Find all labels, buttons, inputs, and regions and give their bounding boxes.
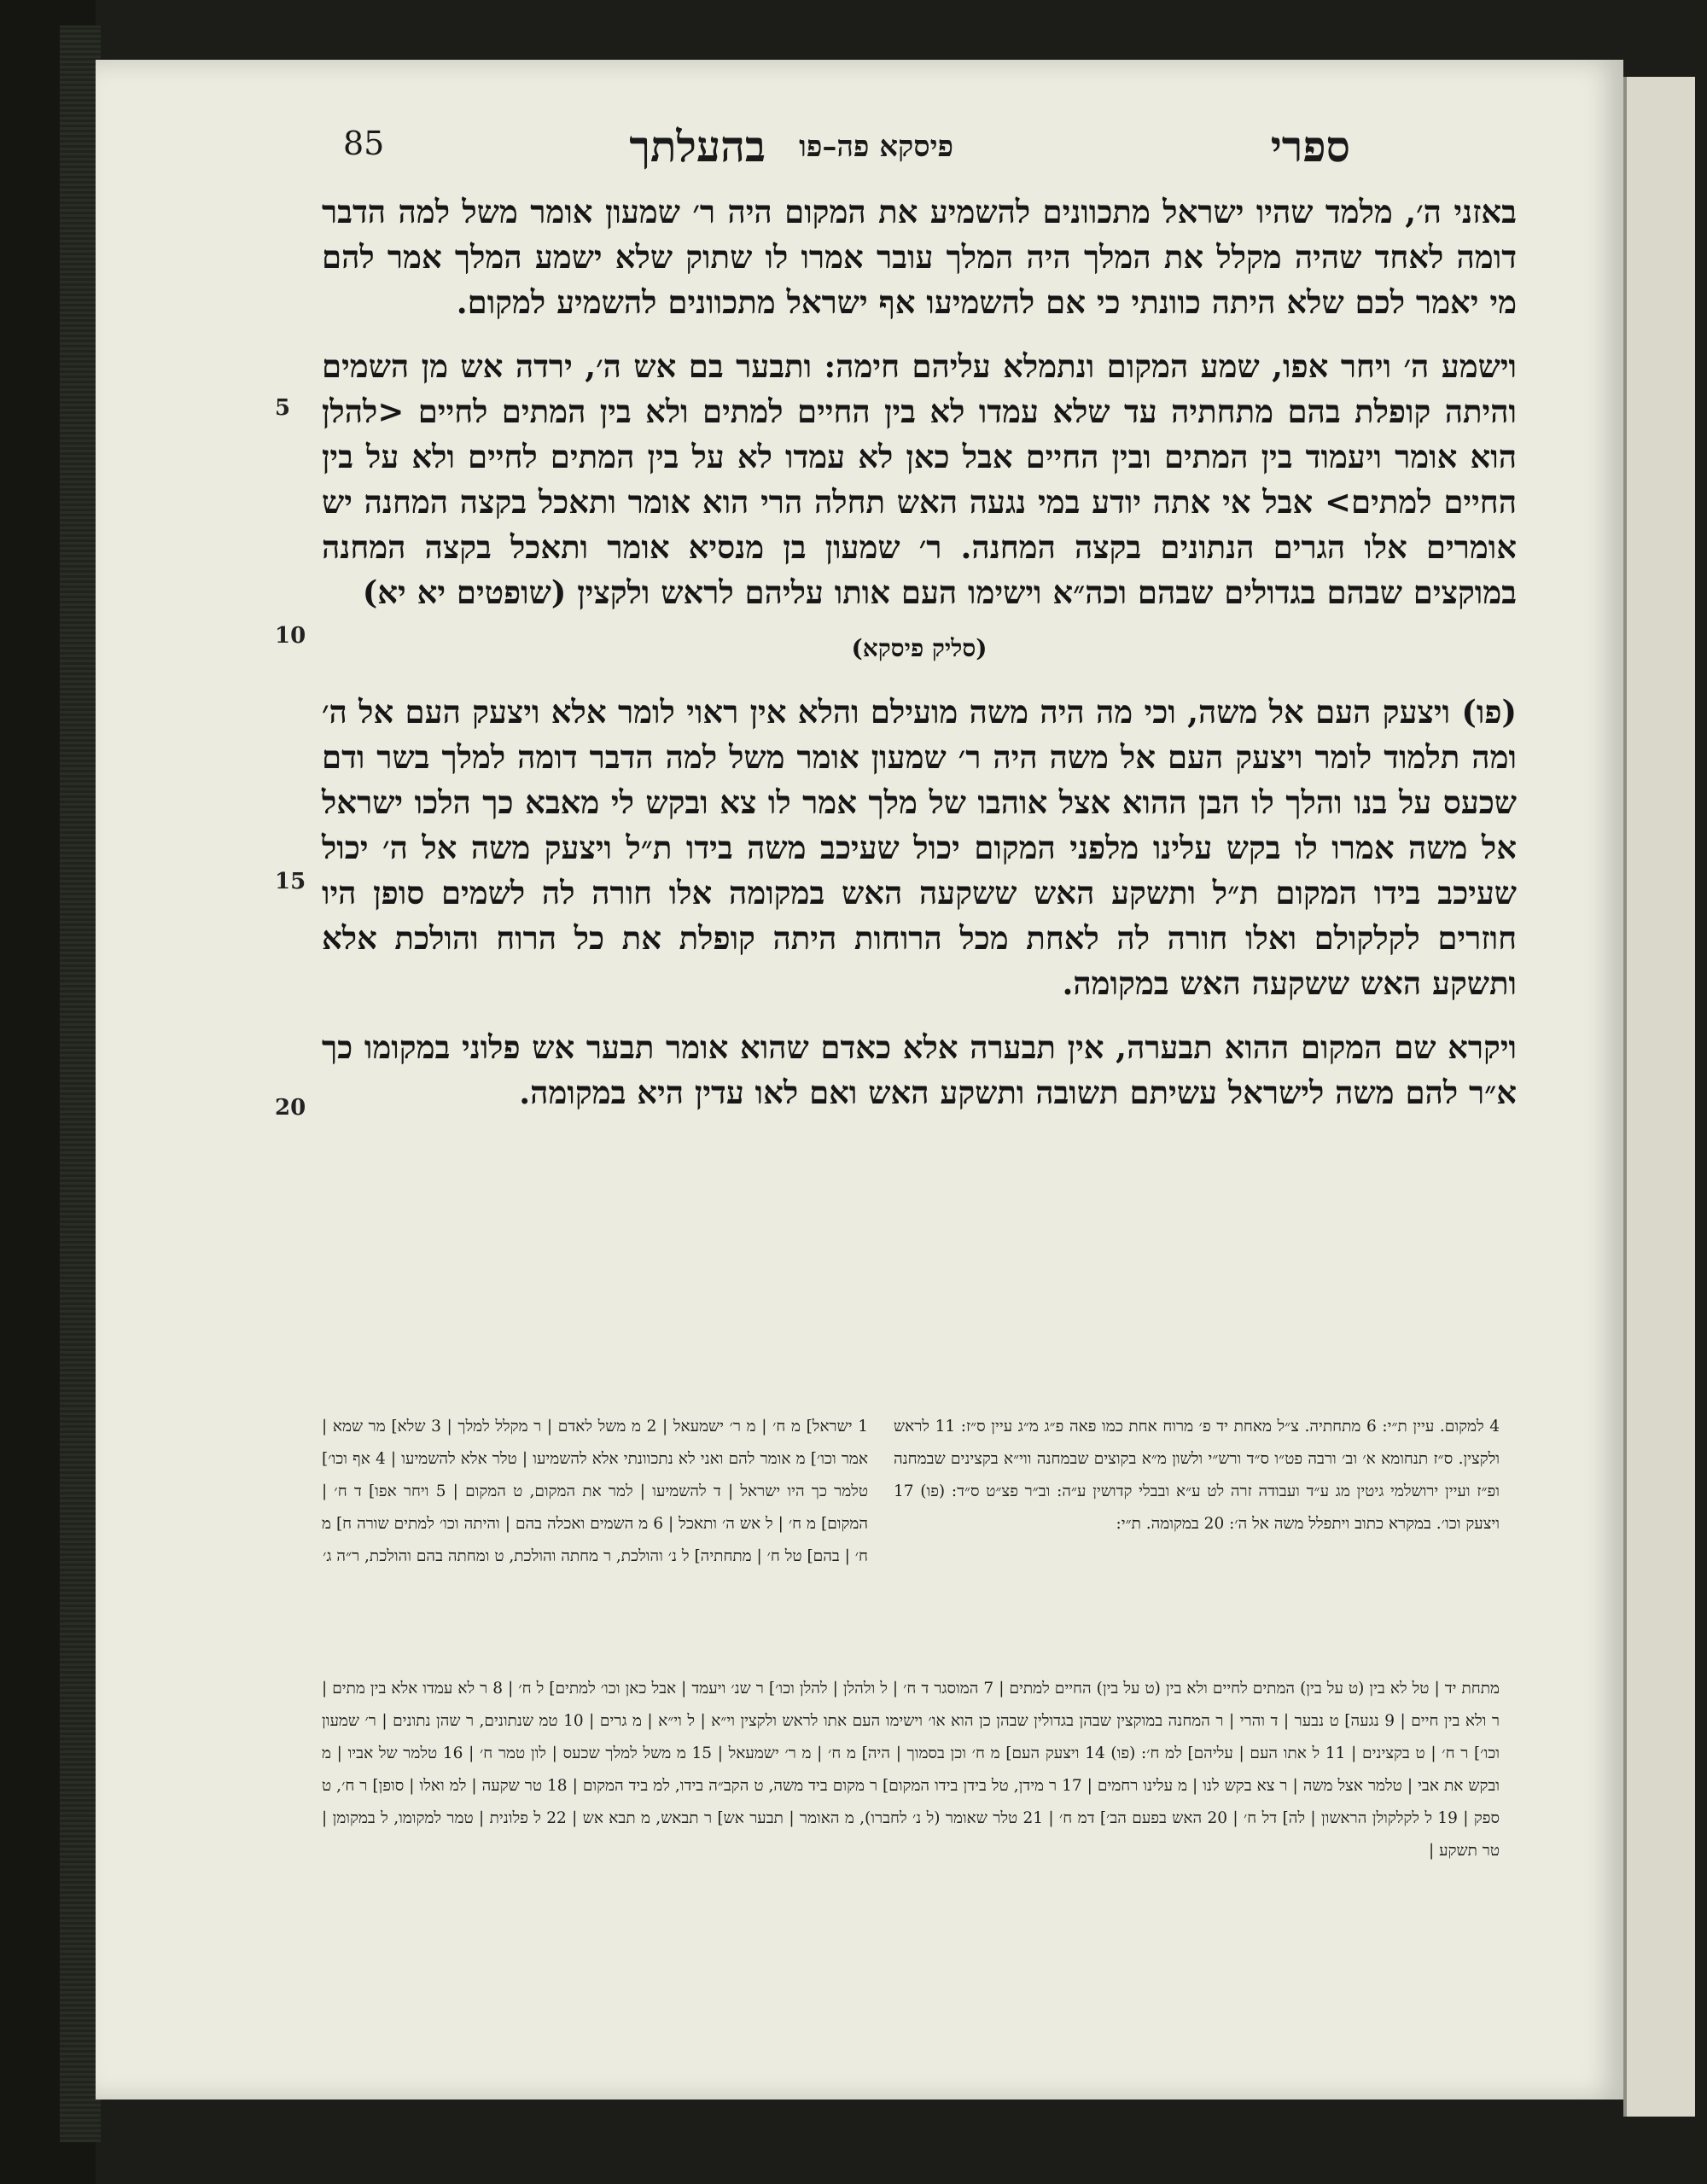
variant-readings-continued: מתחת יד | טל לא בין (ט על בין) המתים לחיים ולא בין (ט על בין) החיים למתים | 7 המוסגר ד ח׳ | ל ולהלן | להלן וכו׳] ר שנ׳ ויעמד | אבל כאן וכו׳ למתים] ל ח׳ | 8 ר לא עמדו אלא בין מתים | ר ולא בין חיים | 9 נגעה] ט נבער | ד והרי | ר המחנה במוקצין שבהן בגדולין שבהן כן הוא או׳ וישימו העם אתו לראש ולקצין וי״א | ל וי״א | מ גרים | 10 טמ שנתונים, ר שהן נתונים | ר׳ שמעון וכו׳] ר ח׳ | ט בקצינים | 11 ל אתו העם | עליהם] למ ח׳: (פו) 14 ויצעק העם] מ ח׳ וכן בסמוך | היה] מ ח׳ | מ ר׳ ישמעאל | 15 מ משל למלך שכעס | לון טמר ח׳ | 16 טלמר של אביו | מ ובקש את אבי | טלמר אצל משה | ר צא בקש לנו | מ עלינו רחמים | 17 ר מידן, טל בידן בידו המקום] ר מקום ביד משה, ט הקב״ה בידו, למ ביד המקום | 18 טר שקעה | למ ואלו | סופן] ר ח׳, ט ספק | 19 ל לקלקולן הראשון | לה] דל ח׳ | 20 האש בפעם הב׳] דמ ח׳ | 21 טלר שאומר (ל נ׳ לחברו), מ האומר | תבער אש] ר תבאש, מ תבא אש | 22 ל פלונית | טמר למקומו, ל במקומן | טר תשקע | bbox=[322, 1680, 1500, 1860]
line-number-5: 5 bbox=[275, 395, 291, 421]
header-book-title: ספרי bbox=[1270, 121, 1350, 172]
adjacent-page-edge bbox=[1623, 77, 1695, 2117]
line-number-10: 10 bbox=[275, 623, 306, 649]
main-text bbox=[322, 189, 1517, 1134]
page-number: 85 bbox=[343, 125, 385, 162]
book-cover-edge bbox=[60, 26, 101, 2142]
variant-readings: 1 ישראל] מ ח׳ | מ ר׳ ישמעאל | 2 מ משל לאדם | ר מקלל למלך | 3 שלא] מר שמא | אמר וכו׳] מ אומר להם ואני לא נתכוונתי אלא להשמיעו | טלר אלא להשמיעו | 4 אף וכו׳] טלמר כך היו ישראל | ד להשמיעו | למר את המקום, ט המקום | 5 ויחר אפו] ד ח׳ | המקום] מ ח׳ | ל אש ה׳ ותאכל | 6 מ השמים ואכלה בהם | והיתה וכו׳ למתים שורה ח] מ ח׳ | בהם] טל ח׳ | מתחתיה] ל נ׳ והולכת, ר מחתה והולכת, ט ומחתה בהם והולכת, ר״ה ג׳ bbox=[322, 1418, 869, 1565]
line-number-15: 15 bbox=[275, 869, 306, 894]
running-header bbox=[96, 121, 1623, 181]
paragraph-3: (פו) ויצעק העם אל משה, וכי מה היה משה מועילם והלא אין ראוי לומר אלא ויצעק העם אל ה׳ ומה תלמוד לומר ויצעק העם אל משה היה ר׳ שמעון אומר משל למה הדבר דומה למלך בשר ודם שכעס על בנו והלך לו הבן ההוא אצל אוהבו של מלך אמר לו צא ובקש לי מאבא כך הלכו ישראל אל משה אמרו לו בקש עלינו מלפני המקום יכול שעיכב משה בידו ת״ל ויצעק משה אל ה׳ יכול שעיכב בידו המקום ת״ל ותשקע האש ששקעה האש במקומה אלו חורה לה לשמים סופן היו חוזרים לקלקולם ואלו חורה לה לאחת מכל הרוחות היתה קופלת את כל הרוח והולכת אלא ותשקע האש ששקעה האש במקומה. bbox=[322, 693, 1517, 1002]
header-section: פיסקא פה–פו bbox=[799, 130, 953, 164]
book-page bbox=[96, 60, 1623, 2100]
source-notes: 4 למקום. עיין ת״י: 6 מתחתיה. צ״ל מאחת יד פ׳ מרוח אחת כמו פאה פ״ג מ״ג עיין ס״ז: 11 לראש ולקצין. ס״ז תנחומא א׳ וב׳ ורבה פט״ו ס״ד ורש״י ולשון מ״א בקוצים שבמחנה ווי״א בקצינים שבמחנה ופ״ז ועיין ירושלמי גיטין מג ע״ד ועבודה זרה לט ע״א ובבלי קדושין ע״ה: וב״ר פצ״ט ס״ד: (פו) 17 ויצעק וכו׳. במקרא כתוב ויתפלל משה אל ה׳: 20 במקומה. ת״י: bbox=[894, 1418, 1500, 1533]
section-end-marker: (סליק פיסקא) bbox=[851, 634, 987, 662]
line-number-20: 20 bbox=[275, 1095, 306, 1121]
paragraph-4: ויקרא שם המקום ההוא תבערה, אין תבערה אלא כאדם שהוא אומר תבער אש פלוני במקומו כך א״ר להם משה לישראל עשיתם תשובה ותשקע האש ואם לאו עדין היא במקומה. bbox=[322, 1028, 1517, 1111]
header-parasha: בהעלתך bbox=[629, 121, 766, 172]
paragraph-2: וישמע ה׳ ויחר אפו, שמע המקום ונתמלא עליהם חימה: ותבער בם אש ה׳, ירדה אש מן השמים והיתה קופלת בהם מתחתיה עד שלא עמדו לא בין החיים למתים ולא בין המתים לחיים <להלן הוא אומר ויעמוד בין המתים ובין החיים אבל כאן לא עמדו לא על בין המתים לחיים ולא על בין החיים למתים> אבל אי אתה יודע במי נגעה האש תחלה הרי הוא אומר ותאכל בקצה המחנה יש אומרים אלו הגרים הנתונים בקצה המחנה. ר׳ שמעון בן מנסיא אומר ותאכל בקצה המחנה במוקצים שבהם בגדולים שבהם וכה״א וישימו העם אותו עליהם לראש ולקצין (שופטים יא יא) bbox=[322, 347, 1517, 611]
paragraph-1: באזני ה׳, מלמד שהיו ישראל מתכוונים להשמיע את המקום היה ר׳ שמעון אומר משל למה הדבר דומה לאחד שהיה מקלל את המלך היה המלך עובר אמרו לו שתוק שלא ישמע המלך אמר להם מי יאמר לכם שלא היתה כוונתי כי אם להשמיעו אף ישראל מתכוונים להשמיע למקום. bbox=[322, 193, 1517, 321]
